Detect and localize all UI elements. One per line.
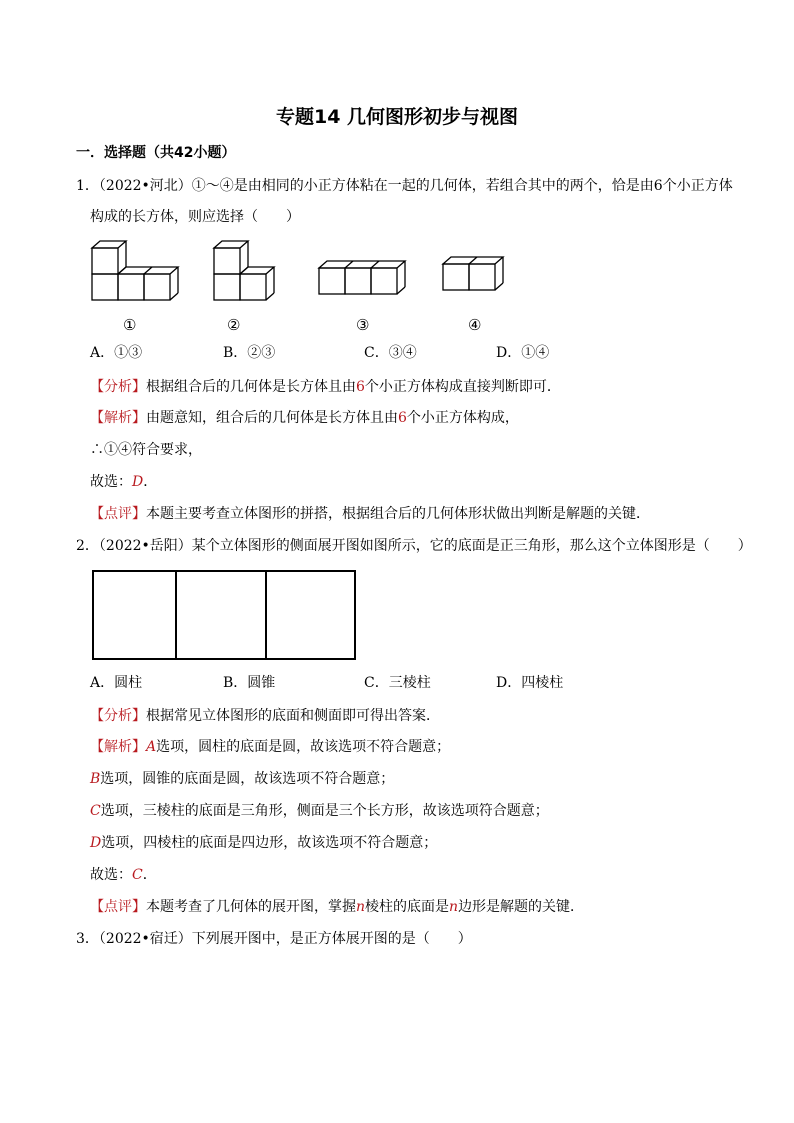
q2-option-a: A．圆柱	[90, 675, 143, 691]
q1-comment-text: 本题主要考查立体图形的拼搭，根据组合后的几何体形状做出判断是解题的关键．	[146, 506, 650, 522]
q2-stem: 2．（2022•岳阳）某个立体图形的侧面展开图如图所示，它的底面是正三角形，那么这个立体图形是（ ）	[76, 538, 752, 554]
q1-figure-2-cubes	[212, 238, 287, 304]
q1-solution-number: 6	[398, 410, 407, 426]
q1-stem-line1: 1．（2022•河北）①～④是由相同的小正方体粘在一起的几何体，若组合其中的两个，恰是由6个小正方体	[76, 178, 733, 194]
q2-answer-suffix: ．	[142, 867, 157, 883]
q1-option-a: A．①③	[90, 345, 143, 361]
q2-comment-text-mid: 棱柱的底面是	[365, 899, 450, 915]
q2-solution-tag: 【解析】	[90, 739, 146, 755]
q2-solution-letter-d: D	[90, 835, 102, 851]
q1-analysis-text: 根据组合后的几何体是长方体且由	[146, 379, 356, 395]
q2-option-d: D．四棱柱	[496, 675, 564, 691]
q1-figure-4-cubes	[441, 254, 513, 296]
q1-answer-suffix: ．	[143, 474, 158, 490]
q1-figure-3-cubes	[317, 258, 415, 300]
q1-analysis-tag: 【分析】	[90, 379, 146, 395]
q2-solution-line-a	[90, 737, 450, 757]
q2-comment-text-end: 边形是解题的关键．	[458, 899, 585, 915]
q1-solution-tag: 【解析】	[90, 410, 146, 426]
q2-answer	[90, 865, 157, 885]
q2-solution-line-d	[90, 833, 437, 853]
q1-figure-label-4: ④	[468, 316, 482, 334]
q1-analysis-number: 6	[356, 379, 365, 395]
q2-answer-prefix: 故选：	[90, 867, 132, 883]
q1-analysis	[90, 377, 561, 397]
q2-option-c: C．三棱柱	[364, 675, 431, 691]
q2-analysis	[90, 706, 440, 726]
q2-solution-text-a: 选项，圆柱的底面是圆，故该选项不符合题意；	[156, 739, 451, 755]
q2-solution-letter-b: B	[90, 771, 101, 787]
q1-solution	[90, 408, 519, 428]
q2-solution-text-b: 选项，圆锥的底面是圆，故该选项不符合题意；	[100, 771, 395, 787]
q1-answer	[90, 472, 157, 492]
q1-answer-prefix: 故选：	[90, 474, 132, 490]
q1-figure-label-3: ③	[356, 316, 370, 334]
q1-comment-tag: 【点评】	[90, 506, 146, 522]
q1-figure-label-2: ②	[227, 316, 241, 334]
q2-solution-text-d: 选项，四棱柱的底面是四边形，故该选项不符合题意；	[101, 835, 438, 851]
q3-stem: 3．（2022•宿迁）下列展开图中，是正方体展开图的是（ ）	[76, 931, 472, 947]
q2-analysis-text: 根据常见立体图形的底面和侧面即可得出答案．	[146, 708, 440, 724]
q1-option-c: C．③④	[364, 345, 417, 361]
q2-analysis-tag: 【分析】	[90, 708, 146, 724]
q1-comment	[90, 504, 650, 524]
q2-comment-tag: 【点评】	[90, 899, 146, 915]
q2-solution-letter-a: A	[146, 739, 157, 755]
q1-therefore: ∴①④符合要求，	[90, 442, 202, 458]
section-heading: 一．选择题（共42小题）	[76, 145, 236, 161]
q2-unfolded-side-net	[92, 570, 358, 662]
q2-solution-line-c	[90, 801, 549, 821]
q1-figure-1-cubes	[90, 238, 190, 304]
q2-comment	[90, 897, 584, 917]
q2-solution-line-b	[90, 769, 394, 789]
q2-solution-text-c: 选项，三棱柱的底面是三角形，侧面是三个长方形，故该选项符合题意；	[100, 803, 549, 819]
q2-answer-letter: C	[132, 867, 143, 883]
q1-figure-label-1: ①	[123, 316, 137, 334]
q2-option-b: B．圆锥	[223, 675, 276, 691]
q1-analysis-text-end: 个小正方体构成直接判断即可．	[364, 379, 561, 395]
q1-stem-line2: 构成的长方体，则应选择（ ）	[90, 209, 300, 225]
q1-solution-text-end: 个小正方体构成，	[406, 410, 519, 426]
q1-answer-letter: D	[132, 474, 144, 490]
q2-comment-n1: n	[356, 899, 366, 915]
q1-solution-text: 由题意知，组合后的几何体是长方体且由	[146, 410, 398, 426]
q1-option-b: B．②③	[223, 345, 276, 361]
q1-option-d: D．①④	[496, 345, 550, 361]
q2-solution-letter-c: C	[90, 803, 101, 819]
page-title: 专题14 几何图形初步与视图	[275, 106, 519, 128]
q2-comment-n2: n	[449, 899, 459, 915]
q2-comment-text: 本题考查了几何体的展开图，掌握	[146, 899, 356, 915]
